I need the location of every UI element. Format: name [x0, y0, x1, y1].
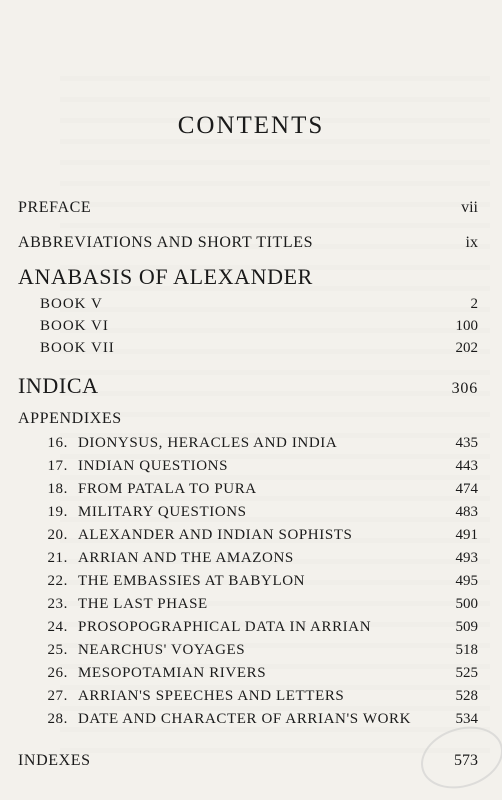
toc-entry-book — [40, 296, 478, 313]
entry-page: 500 — [455, 596, 478, 612]
appendix-number: 22. — [47, 573, 68, 589]
entry-label: INDEXES — [18, 752, 91, 769]
appendix-number: 25. — [47, 642, 68, 658]
toc-entry-indexes — [18, 752, 478, 770]
entry-page: 518 — [455, 642, 478, 658]
appendix-label: ARRIAN AND THE AMAZONS — [78, 550, 294, 566]
appendix-number: 20. — [47, 527, 68, 543]
appendix-row — [40, 619, 478, 636]
toc-entry-book — [40, 340, 478, 357]
entry-page: 491 — [455, 527, 478, 543]
entry-page: 474 — [455, 481, 478, 497]
appendix-number: 28. — [47, 711, 68, 727]
appendix-label: MILITARY QUESTIONS — [78, 504, 247, 520]
entry-page: 306 — [451, 380, 478, 397]
appendix-row — [40, 573, 478, 590]
appendix-row — [40, 642, 478, 659]
appendix-label: NEARCHUS' VOYAGES — [78, 642, 246, 658]
section-heading-appendixes — [18, 410, 478, 428]
appendix-row — [40, 481, 478, 498]
entry-page: 573 — [454, 752, 478, 769]
appendix-number: 26. — [47, 665, 68, 681]
appendix-row — [40, 527, 478, 544]
appendix-label: THE EMBASSIES AT BABYLON — [78, 573, 306, 589]
appendix-number: 21. — [47, 550, 68, 566]
appendix-label: ALEXANDER AND INDIAN SOPHISTS — [78, 527, 353, 543]
toc-entry-abbreviations — [18, 234, 478, 252]
appendix-row — [40, 665, 478, 682]
appendix-label: INDIAN QUESTIONS — [78, 458, 229, 474]
appendix-label: THE LAST PHASE — [78, 596, 208, 612]
appendix-row — [40, 458, 478, 475]
appendix-row — [40, 688, 478, 705]
appendix-number: 17. — [47, 458, 68, 474]
appendix-row — [40, 504, 478, 521]
appendix-number: 23. — [47, 596, 68, 612]
entry-label: BOOK VII — [40, 340, 115, 356]
entry-page: 2 — [470, 296, 478, 312]
toc-entry-book — [40, 318, 478, 335]
entry-label: BOOK V — [40, 296, 103, 312]
section-heading: ANABASIS OF ALEXANDER — [18, 264, 313, 289]
appendix-label: MESOPOTAMIAN RIVERS — [78, 665, 267, 681]
appendix-number: 18. — [47, 481, 68, 497]
entry-page: 495 — [455, 573, 478, 589]
entry-page: 202 — [455, 340, 478, 356]
entry-page: 100 — [455, 318, 478, 334]
entry-page: 534 — [455, 711, 478, 727]
appendix-label: FROM PATALA TO PURA — [78, 481, 257, 497]
entry-label: INDICA — [18, 373, 99, 398]
appendix-row — [40, 550, 478, 567]
entry-label: ABBREVIATIONS AND SHORT TITLES — [18, 234, 314, 251]
toc-entry-indica — [18, 373, 478, 399]
toc-entry-preface — [18, 199, 478, 217]
appendix-row — [40, 711, 478, 728]
appendix-label: ARRIAN'S SPEECHES AND LETTERS — [78, 688, 345, 704]
section-heading: APPENDIXES — [18, 410, 122, 427]
appendix-number: 19. — [47, 504, 68, 520]
entry-label: BOOK VI — [40, 318, 109, 334]
entry-page: 483 — [455, 504, 478, 520]
entry-page: vii — [461, 199, 478, 216]
section-heading-anabasis — [18, 264, 478, 290]
entry-page: 509 — [455, 619, 478, 635]
entry-page: 525 — [455, 665, 478, 681]
page-title: CONTENTS — [177, 112, 325, 139]
appendix-row — [40, 435, 478, 452]
appendix-row — [40, 596, 478, 613]
entry-page: 443 — [455, 458, 478, 474]
entry-page: 528 — [455, 688, 478, 704]
appendix-number: 27. — [47, 688, 68, 704]
entry-label: PREFACE — [18, 199, 92, 216]
appendix-label: PROSOPOGRAPHICAL DATA IN ARRIAN — [78, 619, 372, 635]
entry-page: ix — [465, 234, 478, 251]
appendix-number: 16. — [47, 435, 68, 451]
appendix-number: 24. — [47, 619, 68, 635]
entry-page: 493 — [455, 550, 478, 566]
appendix-label: DIONYSUS, HERACLES AND INDIA — [78, 435, 338, 451]
appendix-label: DATE AND CHARACTER OF ARRIAN'S WORK — [78, 711, 412, 727]
entry-page: 435 — [455, 435, 478, 451]
